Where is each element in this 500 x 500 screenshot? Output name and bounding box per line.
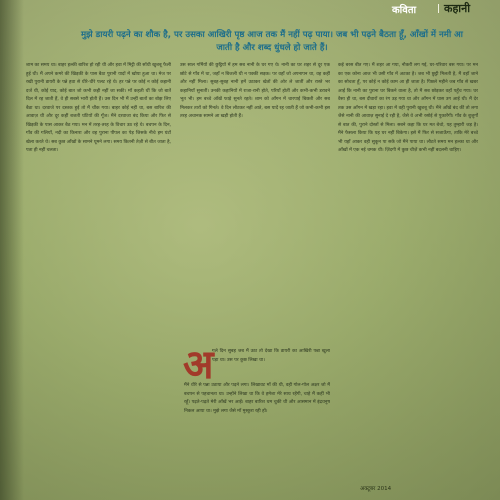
page-header bbox=[0, 0, 500, 14]
column-2-continued-paragraph: मैंने धीरे से पन्ना उठाया और पढ़ने लगा। लिखावट माँ की थी, वही गोल-गोल अक्षर जो मैं बचपन से पहचानता था। उन्होंने लिखा था कि वे हमेशा मेरे साथ रहेंगी, चाहे मैं कहीं भी रहूँ। पढ़ते-पढ़ते मेरी आँखें भर आईं। बाहर बारिश थम चुकी थी और आसमान में इंद्रधनुष निकल आया था। मुझे लगा जैसे माँ मुस्कुरा रही हों। bbox=[184, 383, 330, 414]
column-1-paragraph: शाम का समय था। बाहर हल्की बारिश हो रही थी और हवा में मिट्टी की सोंधी खुशबू फैली हुई थी। मैं अपने कमरे की खिड़की के पास बैठा पुरानी यादों में खोया हुआ था। मेज पर रखी पुरानी डायरी के पन्ने हवा से धीरे-धीरे पलट रहे थे। हर पन्ने पर कोई न कोई कहानी दर्ज थी, कोई याद, कोई बात जो कभी कही नहीं जा सकी। माँ कहती थीं कि जो बातें दिल में रह जाती हैं, वे ही सबसे भारी होती हैं। उस दिन भी मैं उन्हीं बातों का बोझ लिए बैठा था। दरवाजे पर दस्तक हुई तो मैं चौंक गया। बाहर कोई नहीं था, बस बारिश की आवाज़ थी और दूर कहीं बजती घंटियों की गूँज। मैंने दरवाजा बंद किया और फिर से खिड़की के पास आकर बैठ गया। मन में तरह-तरह के विचार उठ रहे थे। बचपन के दिन, गाँव की गलियाँ, नदी का किनारा और वह पुराना पीपल का पेड़ जिसके नीचे हम घंटों खेला करते थे। सब कुछ आँखों के सामने घूमने लगा। समय कितनी तेज़ी से बीत जाता है, पता ही नहीं चलता। bbox=[26, 63, 171, 153]
header-separator bbox=[438, 4, 439, 13]
header-category-label: कहानी bbox=[444, 2, 471, 15]
text-column-3 bbox=[338, 62, 478, 472]
drop-cap-paragraph bbox=[212, 348, 330, 378]
page-curl-shadow bbox=[0, 0, 24, 500]
text-column-2-continued bbox=[184, 382, 330, 474]
page-footer: अक्टूबर 2014 bbox=[360, 486, 392, 492]
drop-cap-paragraph-text: गले दिन सुबह जब मैं उठा तो देखा कि डायरी का आखिरी पन्ना खुला पड़ा था। उस पर कुछ लिखा था। bbox=[212, 349, 330, 363]
pull-quote: मुझे डायरी पढ़ने का शौक है, पर उसका आखिरी पृष्ठ आज तक मैं नहीं पढ़ पाया। जब भी पढ़ने बैठता हूँ, आँखों में नमी आ जाती है और शब्द धुंधले हो जाते हैं। bbox=[81, 30, 463, 53]
column-2-paragraph: उस साल गर्मियों की छुट्टियों में हम सब नानी के घर गए थे। नानी का घर शहर से दूर एक छोटे से गाँव में था, जहाँ न बिजली थी न पक्की सड़क। पर वहाँ जो अपनापन था, वह कहीं और नहीं मिला। सुबह-सुबह नानी हमें उठाकर खेतों की ओर ले जातीं और रास्ते भर कहानियाँ सुनातीं। उनकी कहानियों में राजा-रानी होते, परियाँ होतीं और कभी-कभी डरावने भूत भी। हम बच्चे आँखें फाड़े सुनते रहते। शाम को आँगन में चारपाई बिछती और सब मिलकर तारों को गिनते। वे दिन लौटकर नहीं आते, बस यादें रह जाती हैं जो कभी-कभी इस तरह अचानक सामने आ खड़ी होती हैं। bbox=[180, 63, 330, 119]
drop-cap-letter: अ bbox=[183, 341, 214, 388]
text-column-1 bbox=[26, 62, 171, 472]
text-column-2 bbox=[180, 62, 330, 344]
header-section-label: कविता bbox=[392, 5, 417, 16]
column-3-paragraph: कई बरस बीत गए। मैं शहर आ गया, नौकरी लग गई, घर-परिवार बस गया। पर मन का एक कोना आज भी उसी गाँव में अटका है। जब भी छुट्टी मिलती है, मैं वहाँ जाने का सोचता हूँ, पर कोई न कोई काम आ ही जाता है। पिछले महीने जब गाँव से खबर आई कि नानी का पुराना घर बिकने वाला है, तो मैं सब छोड़कर वहाँ पहुँच गया। घर वैसा ही था, बस दीवारों का रंग उड़ गया था और आँगन में घास उग आई थी। मैं देर तक उस आँगन में खड़ा रहा। हवा में वही पुरानी खुशबू थी। मैंने आँखें बंद कीं तो लगा जैसे नानी की आवाज़ सुनाई दे रही है, जैसे वे अभी रसोई से पुकारेंगी। गाँव के बुजुर्गों से बात की, पुराने दोस्तों से मिला। सबने कहा कि घर मत बेचो, यह तुम्हारी जड़ है। मैंने फैसला किया कि यह घर नहीं बिकेगा। इसे मैं फिर से सजाऊँगा, ताकि मेरे बच्चे भी यहाँ आकर वही सुकून पा सकें जो मैंने पाया था। लौटते समय मन हल्का था और आँखों में एक नई चमक थी। ज़िंदगी में कुछ चीज़ें कभी नहीं बदलनी चाहिए। bbox=[338, 63, 478, 153]
